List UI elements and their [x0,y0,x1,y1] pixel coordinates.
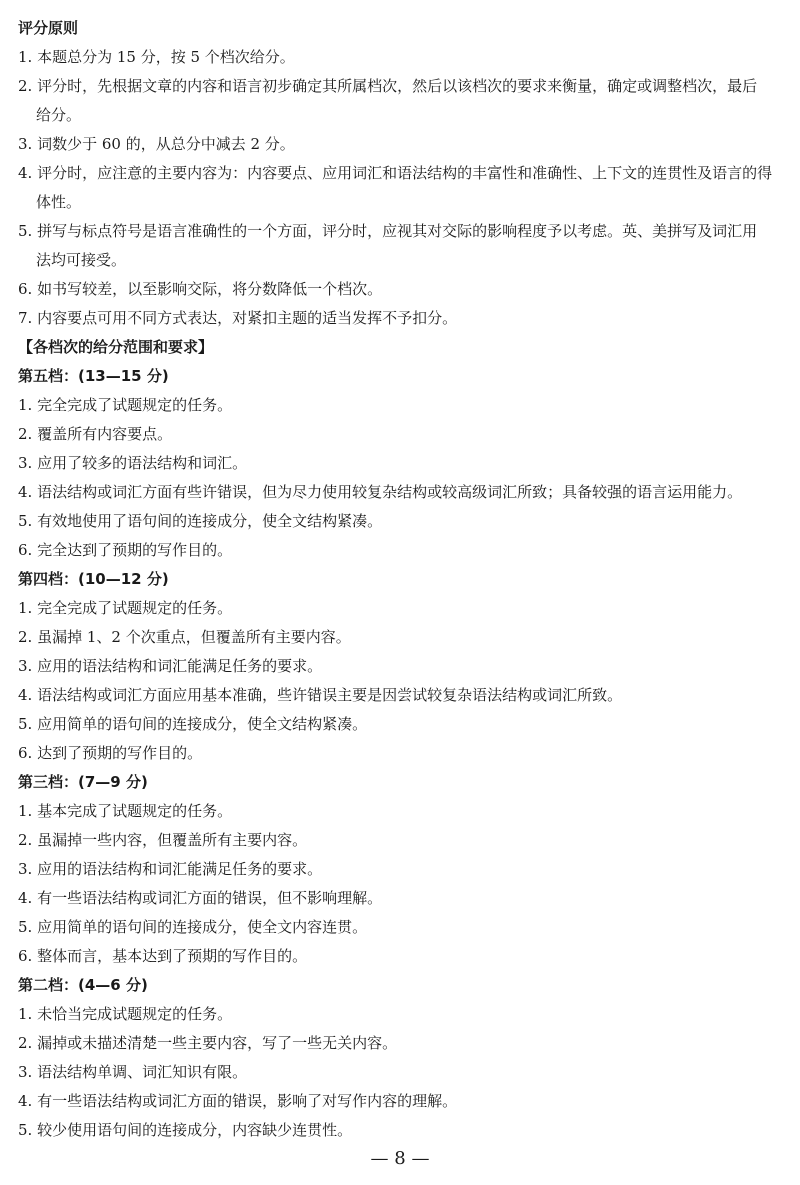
level-item: 6. 完全达到了预期的写作目的。 [18,541,233,559]
principle-item: 5. 拼写与标点符号是语言准确性的一个方面，评分时，应视其对交际的影响程度予以考虑。英、美拼写及词汇用 [18,222,758,240]
level-item: 1. 未恰当完成试题规定的任务。 [18,1005,233,1023]
level-item: 2. 漏掉或未描述清楚一些主要内容，写了一些无关内容。 [18,1034,398,1052]
level-item: 1. 完全完成了试题规定的任务。 [18,396,233,414]
level-item: 4. 有一些语法结构或词汇方面的错误，但不影响理解。 [18,889,383,907]
level-item: 3. 应用了较多的语法结构和词汇。 [18,454,248,472]
level-item: 2. 虽漏掉一些内容，但覆盖所有主要内容。 [18,831,308,849]
level-3-section [18,768,786,971]
level-item: 4. 语法结构或词汇方面应用基本准确，些许错误主要是因尝试较复杂语法结构或词汇所致。 [18,686,623,704]
level-item: 3. 语法结构单调、词汇知识有限。 [18,1063,248,1081]
principle-item: 2. 评分时，先根据文章的内容和语言初步确定其所属档次，然后以该档次的要求来衡量，确定或调整档次，最后 [18,77,758,95]
level-item: 2. 覆盖所有内容要点。 [18,425,173,443]
level-item: 4. 有一些语法结构或词汇方面的错误，影响了对写作内容的理解。 [18,1092,458,1110]
level-item: 4. 语法结构或词汇方面有些许错误，但为尽力使用较复杂结构或较高级词汇所致；具备较强的语言运用能力。 [18,483,743,501]
level-item: 5. 有效地使用了语句间的连接成分，使全文结构紧凑。 [18,512,383,530]
principle-item: 4. 评分时，应注意的主要内容为：内容要点、应用词汇和语法结构的丰富性和准确性、上下文的连贯性及语言的得 [18,164,773,182]
level-item: 5. 应用简单的语句间的连接成分，使全文结构紧凑。 [18,715,368,733]
level-5-heading: 第五档：(13—15 分) [18,367,169,385]
levels-heading: 【各档次的给分范围和要求】 [18,338,214,356]
level-4-section [18,565,786,768]
principle-item-continuation: 体性。 [36,193,82,211]
level-2-heading: 第二档：(4—6 分) [18,976,148,994]
level-5-section [18,362,786,565]
principle-item: 6. 如书写较差，以至影响交际，将分数降低一个档次。 [18,280,383,298]
level-2-section [18,971,786,1145]
level-item: 1. 基本完成了试题规定的任务。 [18,802,233,820]
level-3-heading: 第三档：(7—9 分) [18,773,148,791]
level-4-heading: 第四档：(10—12 分) [18,570,169,588]
principle-item-continuation: 法均可接受。 [36,251,127,269]
principle-item: 7. 内容要点可用不同方式表达，对紧扣主题的适当发挥不予扣分。 [18,309,458,327]
scoring-document [18,14,786,1145]
level-item: 5. 较少使用语句间的连接成分，内容缺少连贯性。 [18,1121,353,1139]
level-item: 6. 达到了预期的写作目的。 [18,744,203,762]
principle-item: 3. 词数少于 60 的，从总分中减去 2 分。 [18,135,295,153]
principle-item: 1. 本题总分为 15 分，按 5 个档次给分。 [18,48,295,66]
level-item: 3. 应用的语法结构和词汇能满足任务的要求。 [18,657,323,675]
level-item: 5. 应用简单的语句间的连接成分，使全文内容连贯。 [18,918,368,936]
level-item: 1. 完全完成了试题规定的任务。 [18,599,233,617]
principle-item-continuation: 给分。 [36,106,82,124]
page-number: — 8 — [370,1148,430,1169]
principles-heading: 评分原则 [18,19,79,37]
level-item: 3. 应用的语法结构和词汇能满足任务的要求。 [18,860,323,878]
level-item: 2. 虽漏掉 1、2 个次重点，但覆盖所有主要内容。 [18,628,351,646]
principles-section [18,14,786,333]
level-item: 6. 整体而言，基本达到了预期的写作目的。 [18,947,308,965]
